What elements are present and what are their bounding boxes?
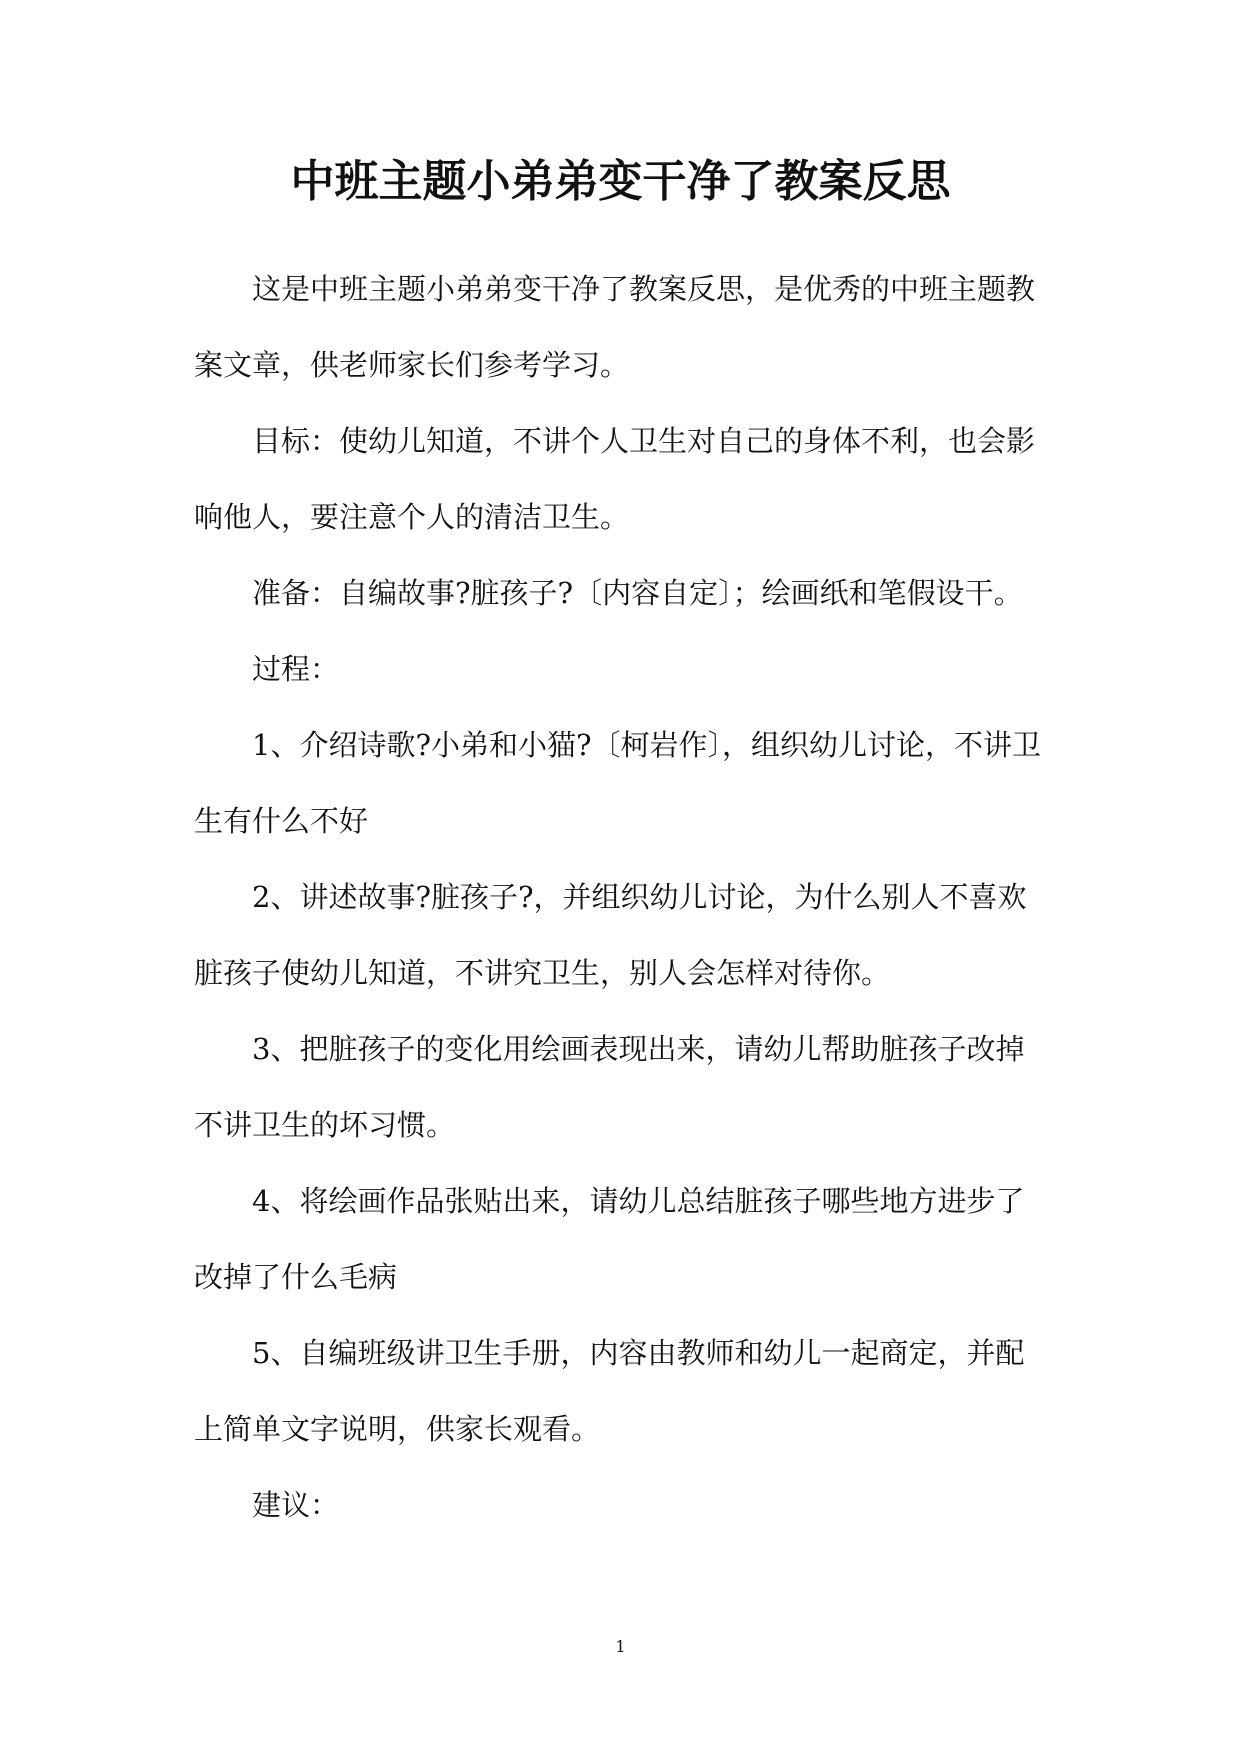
document-body bbox=[194, 251, 1050, 1543]
paragraph-process-heading: 过程： bbox=[252, 652, 340, 686]
page-number: 1 bbox=[615, 1637, 626, 1656]
paragraph-step-4: 4、将绘画作品张贴出来，请幼儿总结脏孩子哪些地方进步了改掉了什么毛病 bbox=[194, 1184, 1025, 1294]
paragraph-suggestion-heading: 建议： bbox=[252, 1488, 340, 1522]
paragraph-step-3: 3、把脏孩子的变化用绘画表现出来，请幼儿帮助脏孩子改掉不讲卫生的坏习惯。 bbox=[194, 1032, 1025, 1142]
paragraph-step-2: 2、讲述故事?脏孩子?，并组织幼儿讨论，为什么别人不喜欢脏孩子使幼儿知道，不讲究卫生，别人会怎样对待你。 bbox=[194, 880, 1027, 990]
document-title: 中班主题小弟弟变干净了教案反思 bbox=[290, 156, 951, 207]
paragraph-step-1: 1、介绍诗歌?小弟和小猫?〔柯岩作〕，组织幼儿讨论，不讲卫生有什么不好 bbox=[194, 728, 1042, 838]
paragraph-intro: 这是中班主题小弟弟变干净了教案反思，是优秀的中班主题教案文章，供老师家长们参考学习。 bbox=[194, 272, 1036, 382]
paragraph-preparation: 准备：自编故事?脏孩子?〔内容自定〕；绘画纸和笔假设干。 bbox=[252, 576, 1023, 610]
paragraph-goal: 目标：使幼儿知道，不讲个人卫生对自己的身体不利，也会影响他人，要注意个人的清洁卫生。 bbox=[194, 424, 1036, 534]
paragraph-step-5: 5、自编班级讲卫生手册，内容由教师和幼儿一起商定，并配上简单文字说明，供家长观看。 bbox=[194, 1336, 1025, 1446]
